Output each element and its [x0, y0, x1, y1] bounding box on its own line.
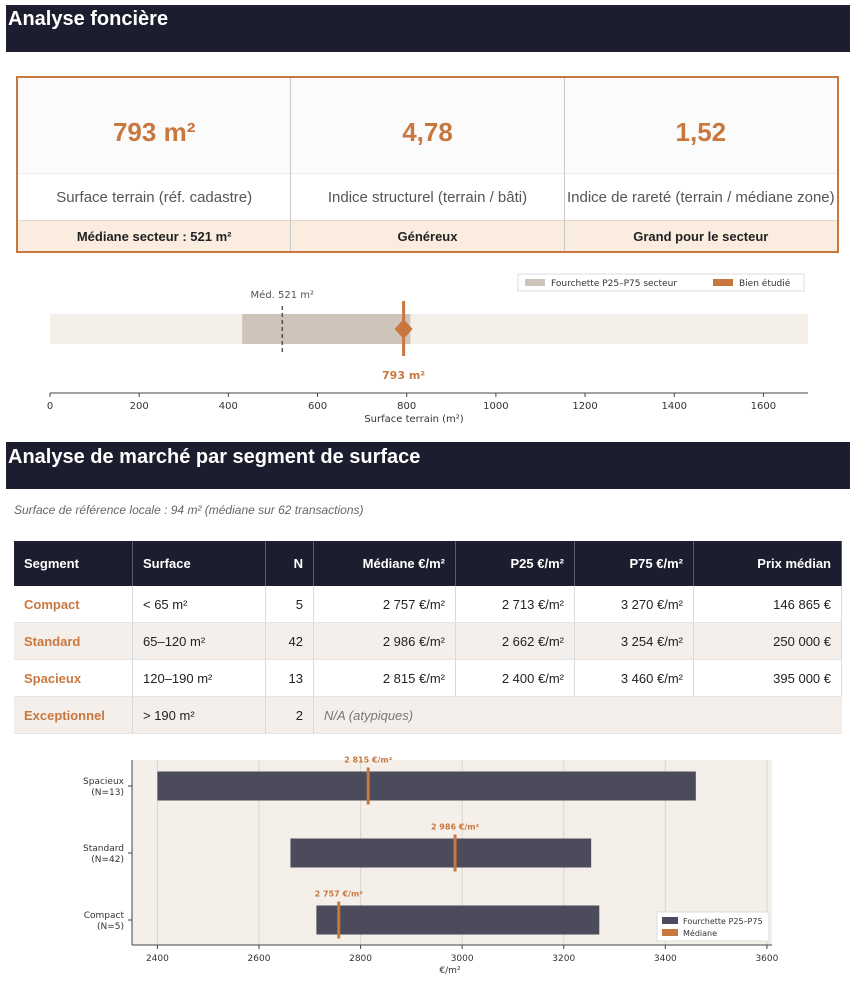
legend-swatch-value — [713, 279, 733, 286]
x-tick-label: 200 — [129, 401, 149, 412]
x-tick-label: 3000 — [450, 954, 474, 964]
cell-segment: Exceptionnel — [14, 697, 133, 734]
median-data-label: 2 757 €/m² — [314, 889, 363, 899]
x-tick-label: 0 — [46, 401, 54, 412]
col-header-surface: Surface — [133, 541, 266, 586]
cell-na: N/A (atypiques) — [314, 697, 842, 734]
col-header-p75: P75 €/m² — [575, 541, 694, 586]
cell-prix-median: 146 865 € — [694, 586, 842, 623]
x-tick-label: 2800 — [349, 954, 373, 964]
kpi-value: 4,78 — [402, 117, 453, 147]
range-bar — [157, 772, 695, 801]
cell-segment: Standard — [14, 623, 133, 660]
legend-label-value: Bien étudié — [739, 279, 791, 289]
kpi-value: 793 m² — [112, 117, 196, 147]
cell-surface: > 190 m² — [133, 697, 266, 734]
segment-prix-chart — [70, 750, 790, 982]
cell-mediane: 2 757 €/m² — [314, 586, 456, 623]
x-tick-label: 1600 — [750, 401, 777, 412]
median-data-label: 2 986 €/m² — [430, 822, 480, 832]
x-tick-label: 600 — [307, 401, 328, 412]
legend-label-range: Fourchette P25–P75 — [683, 917, 763, 926]
col-header-p25: P25 €/m² — [456, 541, 575, 586]
x-tick-label: 400 — [218, 401, 238, 412]
legend-label-range: Fourchette P25–P75 secteur — [551, 279, 677, 289]
x-tick-label: 800 — [397, 401, 417, 412]
table-row — [14, 623, 842, 660]
y-tick-label-line: (N=5) — [96, 922, 124, 932]
legend-swatch-range — [662, 917, 678, 924]
reference-note: Surface de référence locale : 94 m² (médiane sur 62 transactions) — [14, 503, 364, 517]
kpi-footnote: Généreux — [291, 220, 563, 251]
range-bar-p25-p75 — [242, 314, 410, 344]
cell-p75: 3 460 €/m² — [575, 660, 694, 697]
cell-p75: 3 254 €/m² — [575, 623, 694, 660]
legend-label-median: Médiane — [683, 929, 718, 938]
y-tick-label-line: Compact — [83, 911, 124, 921]
y-tick-label-line: Standard — [83, 844, 124, 854]
cell-mediane: 2 815 €/m² — [314, 660, 456, 697]
cell-n: 5 — [266, 586, 314, 623]
kpi-value: 1,52 — [675, 117, 727, 147]
y-tick-label — [83, 844, 124, 865]
cell-p25: 2 662 €/m² — [456, 623, 575, 660]
x-tick-label: 2600 — [247, 954, 271, 964]
y-tick-label-line: (N=42) — [91, 855, 124, 865]
kpi-label: Indice de rareté (terrain / médiane zone) — [565, 173, 837, 220]
legend-swatch-median — [662, 929, 678, 936]
cell-p25: 2 713 €/m² — [456, 586, 575, 623]
y-tick-label — [83, 777, 125, 798]
x-tick-label: 3200 — [552, 954, 576, 964]
kpi-card-indice-rarete — [565, 78, 837, 251]
y-tick-label-line: Spacieux — [83, 777, 124, 787]
table-row — [14, 697, 842, 734]
median-data-label: 2 815 €/m² — [344, 755, 393, 765]
kpi-footnote: Médiane secteur : 521 m² — [18, 220, 290, 251]
y-tick-label — [84, 911, 125, 932]
segment-table — [14, 541, 842, 734]
section-title-analyse-fonciere: Analyse foncière — [6, 5, 850, 52]
x-tick-label: 2400 — [145, 954, 169, 964]
x-tick-label: 3600 — [755, 954, 779, 964]
section-title-analyse-marche: Analyse de marché par segment de surface — [6, 442, 850, 489]
table-row — [14, 586, 842, 623]
x-tick-label: 1000 — [483, 401, 509, 412]
cell-surface: 65–120 m² — [133, 623, 266, 660]
kpi-card-indice-structurel — [291, 78, 564, 251]
x-axis-label: €/m² — [439, 966, 461, 976]
range-bar — [290, 839, 591, 868]
kpi-cards — [16, 76, 839, 253]
median-label: Méd. 521 m² — [250, 290, 315, 301]
kpi-label: Indice structurel (terrain / bâti) — [291, 173, 563, 220]
value-label: 793 m² — [382, 369, 426, 382]
x-tick-label: 1400 — [661, 401, 687, 412]
cell-n: 2 — [266, 697, 314, 734]
surface-terrain-chart — [0, 265, 855, 430]
y-tick-label-line: (N=13) — [91, 788, 124, 798]
cell-p75: 3 270 €/m² — [575, 586, 694, 623]
range-track — [50, 314, 808, 344]
x-tick-label: 3400 — [653, 954, 677, 964]
col-header-mediane: Médiane €/m² — [314, 541, 456, 586]
table-header-row — [14, 541, 842, 586]
cell-n: 42 — [266, 623, 314, 660]
x-axis-label: Surface terrain (m²) — [364, 414, 464, 425]
cell-segment: Compact — [14, 586, 133, 623]
x-tick-label: 1200 — [572, 401, 598, 412]
cell-prix-median: 250 000 € — [694, 623, 842, 660]
kpi-label: Surface terrain (réf. cadastre) — [18, 173, 290, 220]
col-header-prix-median: Prix médian — [694, 541, 842, 586]
kpi-footnote: Grand pour le secteur — [565, 220, 837, 251]
col-header-segment: Segment — [14, 541, 133, 586]
legend-swatch-range — [525, 279, 545, 286]
cell-mediane: 2 986 €/m² — [314, 623, 456, 660]
range-bar — [316, 906, 599, 935]
table-row — [14, 660, 842, 697]
col-header-n: N — [266, 541, 314, 586]
cell-p25: 2 400 €/m² — [456, 660, 575, 697]
cell-surface: < 65 m² — [133, 586, 266, 623]
cell-segment: Spacieux — [14, 660, 133, 697]
kpi-card-surface — [18, 78, 291, 251]
cell-surface: 120–190 m² — [133, 660, 266, 697]
cell-n: 13 — [266, 660, 314, 697]
cell-prix-median: 395 000 € — [694, 660, 842, 697]
